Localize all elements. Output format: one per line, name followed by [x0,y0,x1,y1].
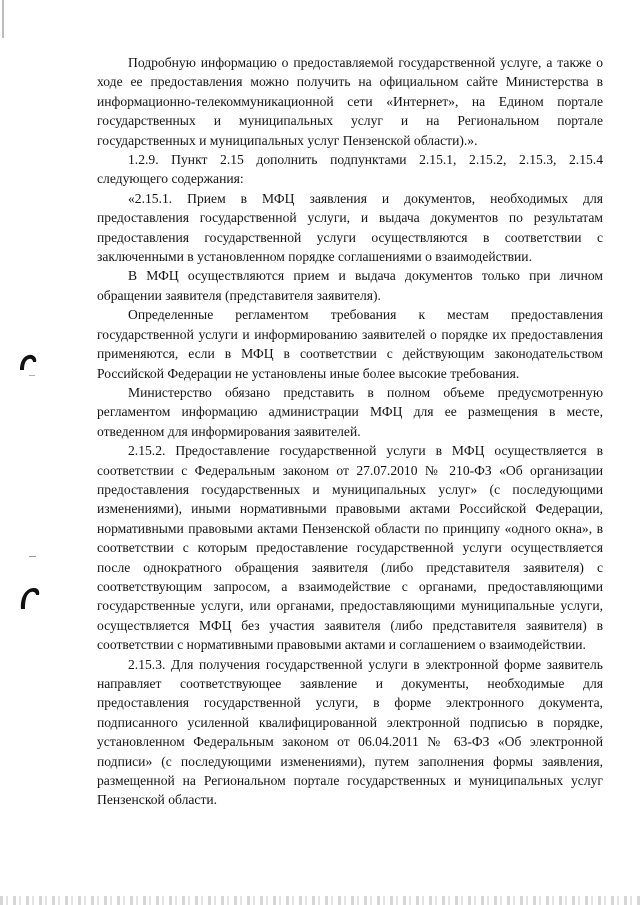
paragraph-2-15-2: 2.15.2. Предоставление государственной услуги в МФЦ осуществляется в соответствии с Федеральным законом от 27.07.2010 № 210-ФЗ «Об организации предоставления государственных и муниципальных услуг» (с последующими изменениями), иными нормативными правовыми актами Российской Федерации, нормативными правовыми актами Пензенской области по принципу «одного окна», в соответствии с которым предоставление государственной услуги осуществляется после однократного обращения заявителя (либо представителя заявителя) с соответствующим запросом, а взаимодействие с органами, предоставляющими государственные услуги, или органами, предоставляющими муниципальные услуги, осуществляется МФЦ без участия заявителя (либо представителя заявителя) в соответствии с нормативными правовыми актами и соглашением о взаимодействии. [97,443,603,653]
scan-dash-mark [29,375,35,376]
paragraph-info-portal: Подробную информацию о предоставляемой государственной услуге, а также о ходе ее предоставления можно получить на официальном сайте Министерства в информационно-телекоммуникационной сети «Интернет», на Едином портале государственных и муниципальных услуг и на Региональном портале государственных и муниципальных услуг Пензенской области).». [97,55,603,148]
scan-dash-mark [29,556,36,557]
paragraph-requirements: Определенные регламентом требования к местам предоставления государственной услуги и информированию заявителей о порядке их предоставления применяются, если в МФЦ в соответствии с действующим законодательством Российской Федерации не установлены иные более высокие требования. [97,307,603,381]
scan-edge-line [2,0,4,38]
paragraph-2-15-1: «2.15.1. Прием в МФЦ заявления и документов, необходимых для предоставления государственной услуги, и выдача документов по результатам предоставления государственной услуги осуществляются в соответствии с заключенными в установленном порядке соглашениями о взаимодействии. [97,190,603,265]
paragraph-2-15-3: 2.15.3. Для получения государственной услуги в электронной форме заявитель направляет соответствующее заявление и документы, необходимые для предоставления государственной услуги, в форме электронного документа, подписанного усиленной квалифицированной электронной подписью в порядке, установленном Федеральным законом от 06.04.2011 № 63-ФЗ «Об электронной подписи» (с последующими изменениями), путем заполнения формы заявления, размещенной на Региональном портале государственных и муниципальных услуг Пензенской области. [97,656,603,808]
scan-bottom-noise [0,896,640,905]
paragraph-1-2-9: 1.2.9. Пункт 2.15 дополнить подпунктами 2.15.1, 2.15.2, 2.15.3, 2.15.4 следующего содержания: [97,152,603,187]
document-page [97,53,603,810]
hole-punch-mark-icon [17,583,43,611]
paragraph-ministry-obligation: Министерство обязано представить в полном объеме предусмотренную регламентом информацию администрации МФЦ для ее размещения в месте, отведенном для информирования заявителей. [97,384,603,439]
hole-punch-mark-icon [17,350,39,372]
paragraph-mfc-personal-visit: В МФЦ осуществляются прием и выдача документов только при личном обращении заявителя (представителя заявителя). [97,268,603,303]
